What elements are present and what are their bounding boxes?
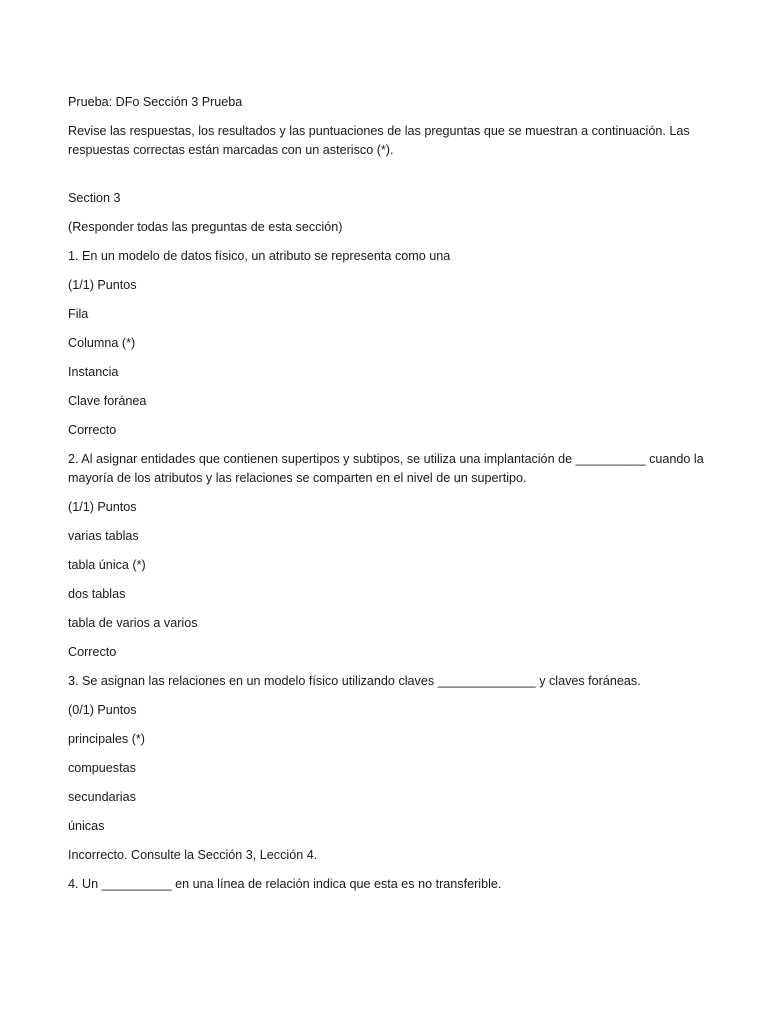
question-score: (1/1) Puntos (68, 278, 137, 292)
answer-option: tabla de varios a varios (68, 616, 198, 630)
answer-option: secundarias (68, 790, 136, 804)
answer-option: principales (*) (68, 732, 145, 746)
section-subtitle: (Responder todas las preguntas de esta sección) (68, 220, 343, 234)
answer-option: únicas (68, 819, 105, 833)
quiz-title: Prueba: DFo Sección 3 Prueba (68, 95, 243, 109)
question-text: 2. Al asignar entidades que contienen supertipos y subtipos, se utiliza una implantación de __________ cuando la mayoría de los atributos y las relaciones se comparten en el nivel de un supertipo. (68, 452, 704, 485)
question-text: 3. Se asignan las relaciones en un modelo físico utilizando claves ______________ y claves foráneas. (68, 674, 641, 688)
question-result: Correcto (68, 645, 117, 659)
question-block-2 (68, 450, 708, 662)
answer-option: Instancia (68, 365, 119, 379)
instructions-text: Revise las respuestas, los resultados y las puntuaciones de las preguntas que se muestran a continuación. Las respuestas correctas están marcadas con un asterisco (*). (68, 124, 690, 157)
question-score: (0/1) Puntos (68, 703, 137, 717)
question-score: (1/1) Puntos (68, 500, 137, 514)
question-result: Correcto (68, 423, 117, 437)
question-block-1 (68, 247, 708, 440)
answer-option: Clave foránea (68, 394, 147, 408)
answer-option: compuestas (68, 761, 136, 775)
question-block-3 (68, 672, 708, 865)
question-result: Incorrecto. Consulte la Sección 3, Lección 4. (68, 848, 318, 862)
question-text: 1. En un modelo de datos físico, un atributo se representa como una (68, 249, 451, 263)
question-text: 4. Un __________ en una línea de relación indica que esta es no transferible. (68, 877, 502, 891)
answer-option: Fila (68, 307, 89, 321)
answer-option: tabla única (*) (68, 558, 146, 572)
answer-option: Columna (*) (68, 336, 136, 350)
answer-option: varias tablas (68, 529, 139, 543)
section-title: Section 3 (68, 191, 121, 205)
question-block-4 (68, 875, 708, 894)
document-page (68, 93, 708, 904)
answer-option: dos tablas (68, 587, 126, 601)
